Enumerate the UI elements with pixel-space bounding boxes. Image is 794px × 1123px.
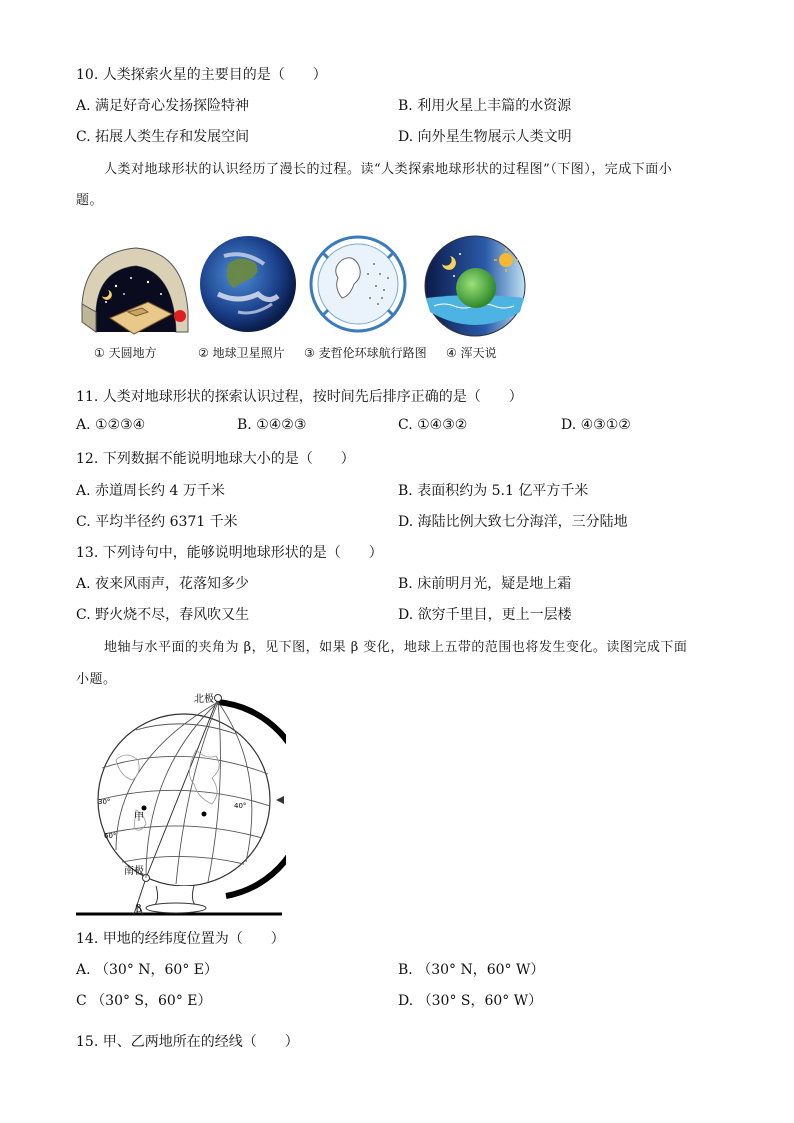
q13-option-d[interactable]: D. 欲穷千里目，更上一层楼 [398,607,572,623]
location-yi-dot [202,812,207,817]
magellan-route-image [308,234,408,334]
q14-option-b[interactable]: B. （30° N，60° W） [398,962,545,978]
q13-option-a[interactable]: A. 夜来风雨声，花落知多少 [76,576,250,592]
south-pole-label: 南极 [124,866,144,877]
location-jia-dot [142,806,147,811]
dome-sky-square-earth-image [76,242,194,340]
q10-option-a[interactable]: A. 满足好奇心发扬探险特神 [76,98,250,114]
passage2-line2: 小题。 [76,672,117,687]
q12-stem: 12. 下列数据不能说明地球大小的是（ ） [76,451,355,467]
q11-option-a[interactable]: A. ①②③④ [76,417,146,433]
q14-option-d[interactable]: D. （30° S，60° W） [398,993,543,1009]
q10-option-b[interactable]: B. 利用火星上丰篇的水资源 [398,98,572,114]
passage1-line1: 人类对地球形状的认识经历了漫长的过程。读“人类探索地球形状的过程图”（下图），完成下面小 [104,162,673,177]
lat-label-30: 30° [98,798,111,806]
q10-option-d[interactable]: D. 向外星生物展示人类文明 [398,129,572,145]
q10-stem: 10. 人类探索火星的主要目的是（ ） [76,67,327,83]
lon-label-40: 40° [234,802,247,810]
q12-option-b[interactable]: B. 表面积约为 5.1 亿平方千米 [398,483,589,499]
beta-label: β [136,904,142,915]
q12-option-d[interactable]: D. 海陆比例大致七分海洋，三分陆地 [398,514,628,530]
jia-label: 甲 [134,812,144,823]
tilted-globe-diagram [76,690,286,920]
q14-stem: 14. 甲地的经纬度位置为（ ） [76,931,285,947]
q13-option-b[interactable]: B. 床前明月光，疑是地上霜 [398,576,572,592]
q11-option-c[interactable]: C. ①④③② [398,417,468,433]
q11-option-b[interactable]: B. ①④②③ [237,417,307,433]
q11-option-d[interactable]: D. ④③①② [561,417,631,433]
north-pole-label: 北极 [194,694,214,705]
q12-option-a[interactable]: A. 赤道周长约 4 万千米 [76,483,225,499]
figure-caption-3: ③ 麦哲伦环球航行路图 [304,346,427,360]
passage2-line1: 地轴与水平面的夹角为 β，见下图，如果 β 变化，地球上五带的范围也将发生变化。读图完成下面 [104,640,688,655]
q14-option-c[interactable]: C （30° S，60° E） [76,993,212,1009]
satellite-earth-image [198,234,298,334]
figure-caption-2: ② 地球卫星照片 [198,346,285,360]
earth-shape-figures [76,232,536,367]
figure-caption-1: ① 天圆地方 [94,346,157,360]
q13-option-c[interactable]: C. 野火烧不尽，春风吹又生 [76,607,250,623]
q10-option-c[interactable]: C. 拓展人类生存和发展空间 [76,129,250,145]
q15-stem: 15. 甲、乙两地所在的经线（ ） [76,1034,299,1050]
q13-stem: 13. 下列诗句中，能够说明地球形状的是（ ） [76,545,383,561]
huntian-theory-image [420,234,530,338]
lat-label-60: 60° [104,832,117,840]
q14-option-a[interactable]: A. （30° N，60° E） [76,962,219,978]
q12-option-c[interactable]: C. 平均半径约 6371 千米 [76,514,238,530]
passage1-line2: 题。 [76,193,104,208]
figure-caption-4: ④ 浑天说 [446,346,497,360]
q11-stem: 11. 人类对地球形状的探索认识过程，按时间先后排序正确的是（ ） [76,389,523,405]
